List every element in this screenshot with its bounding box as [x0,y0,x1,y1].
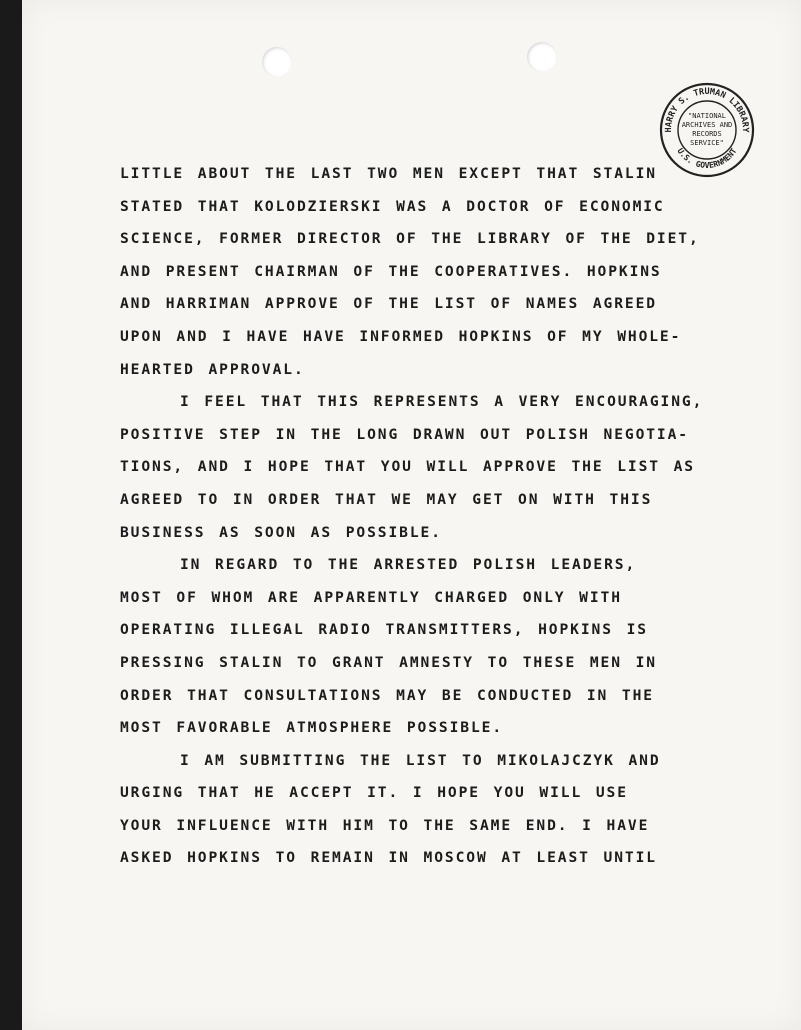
text-line: ORDER THAT CONSULTATIONS MAY BE CONDUCTED IN THE [120,686,654,704]
text-line: STATED THAT KOLODZIERSKI WAS A DOCTOR OF ECONOMIC [120,197,665,215]
text-line: I FEEL THAT THIS REPRESENTS A VERY ENCOURAGING, [180,393,704,411]
typed-letter-body [120,158,720,875]
text-line: LITTLE ABOUT THE LAST TWO MEN EXCEPT THAT STALIN [120,165,657,182]
stamp-center-line: ARCHIVES AND [681,121,733,129]
text-line: URGING THAT HE ACCEPT IT. I HOPE YOU WILL USE [120,784,628,802]
punch-hole [262,47,292,77]
text-line: YOUR INFLUENCE WITH HIM TO THE SAME END. I HAVE [120,816,650,834]
text-line: AGREED TO IN ORDER THAT WE MAY GET ON WITH THIS [120,490,653,508]
stamp-center-line: RECORDS [692,130,722,138]
text-line: BUSINESS AS SOON AS POSSIBLE. [120,523,442,541]
text-line: OPERATING ILLEGAL RADIO TRANSMITTERS, HOPKINS IS [120,621,648,639]
text-line: MOST OF WHOM ARE APPARENTLY CHARGED ONLY WITH [120,588,622,606]
text-line: AND HARRIMAN APPROVE OF THE LIST OF NAMES AGREED [120,295,657,313]
text-line: SCIENCE, FORMER DIRECTOR OF THE LIBRARY OF THE DIET, [120,230,700,248]
text-line: TIONS, AND I HOPE THAT YOU WILL APPROVE THE LIST AS [120,458,695,476]
text-line: HEARTED APPROVAL. [120,360,305,378]
text-line: I AM SUBMITTING THE LIST TO MIKOLAJCZYK AND [180,751,661,769]
stamp-center-line: SERVICE" [690,139,724,147]
text-line: POSITIVE STEP IN THE LONG DRAWN OUT POLISH NEGOTIA- [120,425,689,443]
stamp-center-line: "NATIONAL [688,112,726,120]
text-line: MOST FAVORABLE ATMOSPHERE POSSIBLE. [120,719,504,737]
text-line: UPON AND I HAVE HAVE INFORMED HOPKINS OF MY WHOLE- [120,327,682,345]
stamp-bottom-text: U.S. GOVERNMENT [675,146,739,170]
text-line: IN REGARD TO THE ARRESTED POLISH LEADERS, [180,556,637,574]
document-page [22,0,801,1030]
text-line: ASKED HOPKINS TO REMAIN IN MOSCOW AT LEAST UNTIL [120,849,657,867]
text-line: AND PRESENT CHAIRMAN OF THE COOPERATIVES. HOPKINS [120,262,662,280]
text-line: PRESSING STALIN TO GRANT AMNESTY TO THESE MEN IN [120,653,657,671]
stamp-top-text: HARRY S. TRUMAN LIBRARY [663,87,751,133]
punch-hole [527,42,557,72]
